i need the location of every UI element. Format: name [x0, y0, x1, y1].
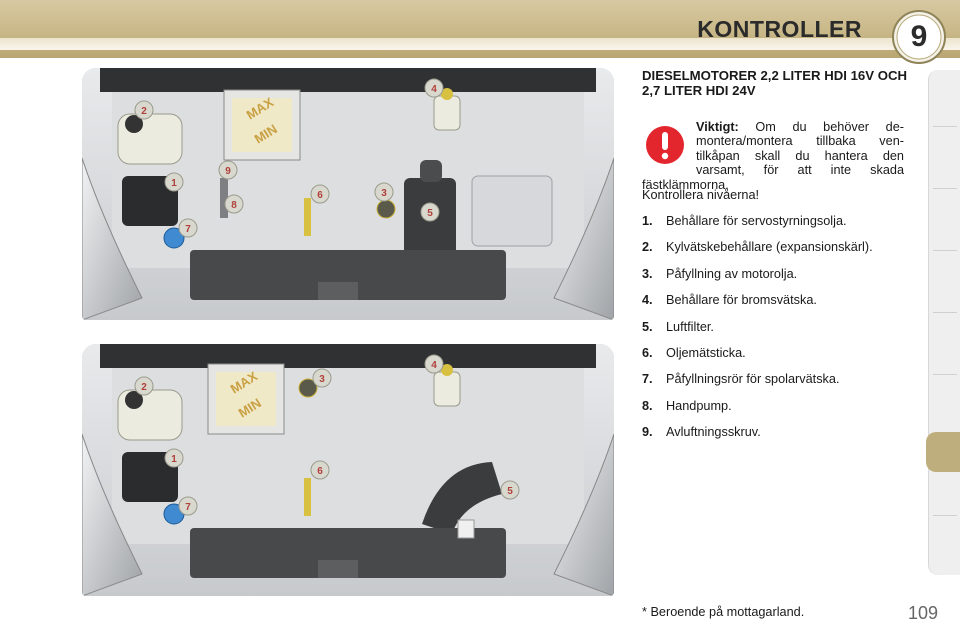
- dipstick: [304, 198, 311, 236]
- svg-text:6: 6: [317, 466, 323, 477]
- list-item: 9. Avluftningsskruv.: [642, 425, 761, 440]
- svg-text:1: 1: [171, 454, 177, 465]
- footnote: * Beroende på mottagarland.: [642, 605, 805, 619]
- component-list: [642, 214, 912, 452]
- list-item: 7. Påfyllningsrör för spolarvätska.: [642, 372, 840, 387]
- tab-divider: [933, 126, 957, 127]
- svg-text:3: 3: [381, 188, 387, 199]
- important-note: [642, 120, 904, 192]
- chapter-badge: [890, 8, 948, 66]
- callout-9: [219, 161, 237, 179]
- chapter-tab-rail: [928, 70, 960, 575]
- svg-text:2: 2: [141, 106, 147, 117]
- page-header: [0, 0, 960, 58]
- hood-edge: [100, 68, 596, 92]
- chapter-tab-active[interactable]: [926, 432, 960, 472]
- svg-text:9: 9: [225, 166, 231, 177]
- dipstick: [304, 478, 311, 516]
- callout-5: [421, 203, 439, 221]
- callout-4: [425, 79, 443, 97]
- list-item: 4. Behållare för bromsvätska.: [642, 293, 817, 308]
- oil-filler: [377, 200, 395, 218]
- list-item: 2. Kylvätskebehållare (expansionskärl).: [642, 240, 873, 255]
- svg-text:6: 6: [317, 190, 323, 201]
- callout-1: [165, 449, 183, 467]
- section-title: DIESELMOTORER 2,2 LITER HDI 16V OCH 2,7 LITER HDI 24V: [642, 68, 908, 98]
- note-text: Om du behöver de-montera/montera tillbaka ven-tilkåpan skall du hantera den varsamt, för att inte skada fästklämmorna.: [642, 120, 904, 192]
- tab-divider: [933, 515, 957, 516]
- engine-illustration-top: [82, 68, 614, 320]
- callout-1: [165, 173, 183, 191]
- gauge-min-label: MIN: [235, 395, 264, 421]
- list-item: 6. Oljemätsticka.: [642, 346, 746, 361]
- engine-figure-top: [82, 68, 614, 320]
- svg-text:2: 2: [141, 382, 147, 393]
- tab-divider: [933, 188, 957, 189]
- callout-2: [135, 101, 153, 119]
- callout-3: [313, 369, 331, 387]
- svg-text:5: 5: [507, 486, 513, 497]
- gauge-max-label: MAX: [227, 368, 261, 397]
- svg-text:7: 7: [185, 502, 191, 513]
- svg-text:4: 4: [431, 360, 437, 371]
- svg-text:3: 3: [319, 374, 325, 385]
- chapter-number: 9: [910, 20, 928, 53]
- svg-text:5: 5: [427, 208, 433, 219]
- callout-2: [135, 377, 153, 395]
- brake-fluid-reservoir: [434, 372, 460, 406]
- brake-fluid-reservoir: [434, 96, 460, 130]
- tab-divider: [933, 250, 957, 251]
- svg-text:7: 7: [185, 224, 191, 235]
- page-number: 109: [908, 603, 939, 623]
- engine-figure-bottom: [82, 344, 614, 596]
- callout-7: [179, 219, 197, 237]
- callout-3: [375, 183, 393, 201]
- svg-text:4: 4: [431, 84, 437, 95]
- tab-divider: [933, 312, 957, 313]
- callout-6: [311, 461, 329, 479]
- battery-cover: [472, 176, 552, 246]
- svg-text:1: 1: [171, 178, 177, 189]
- hood-edge: [100, 344, 596, 368]
- list-item: 8. Handpump.: [642, 398, 732, 413]
- chapter-title: KONTROLLER: [697, 16, 862, 42]
- list-item: 3. Påfyllning av motorolja.: [642, 266, 798, 281]
- svg-text:8: 8: [231, 200, 237, 211]
- callout-8: [225, 195, 243, 213]
- callout-6: [311, 185, 329, 203]
- callout-7: [179, 497, 197, 515]
- tab-divider: [933, 374, 957, 375]
- engine-illustration-bottom: [82, 344, 614, 596]
- gauge-max-label: MAX: [243, 94, 277, 123]
- list-item: 5. Luftfilter.: [642, 319, 714, 334]
- list-item: 1. Behållare för servostyrningsolja.: [642, 214, 847, 228]
- gauge-min-label: MIN: [251, 121, 280, 147]
- callout-5: [501, 481, 519, 499]
- check-levels-text: Kontrollera nivåerna!: [642, 188, 760, 202]
- callout-4: [425, 355, 443, 373]
- note-label: Viktigt:: [696, 120, 739, 134]
